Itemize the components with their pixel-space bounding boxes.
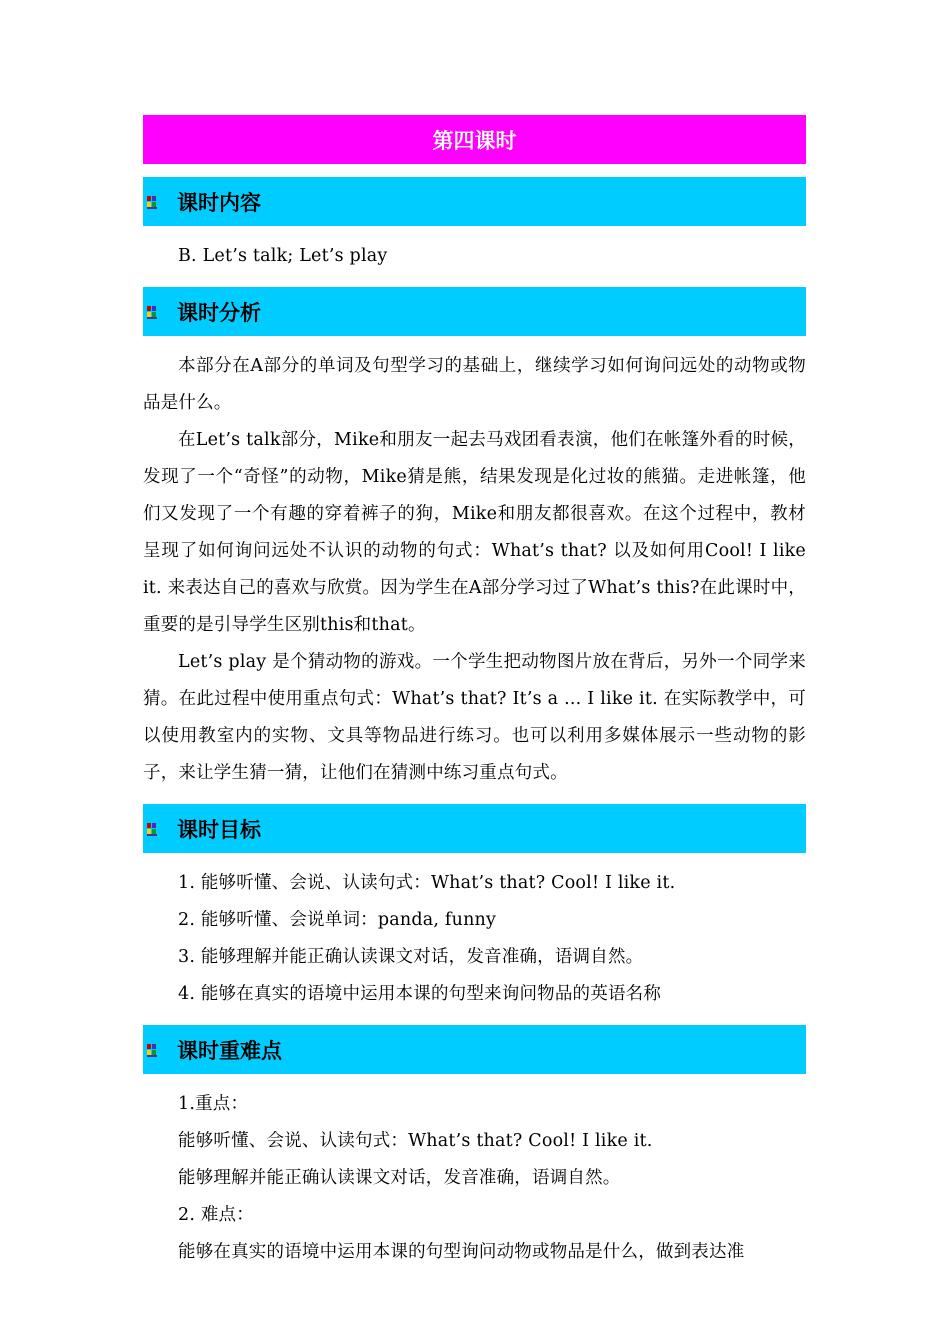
- bullet-flag-icon: [146, 305, 158, 319]
- section-heading: 课时分析: [177, 300, 261, 325]
- goal-item: 1. 能够听懂、会说、认读句式：What’s that? Cool! I like it.: [178, 873, 676, 893]
- goal-item: 2. 能够听懂、会说单词：panda, funny: [178, 910, 497, 930]
- key-point-line: 1.重点：: [178, 1094, 249, 1114]
- section-header-goals: [143, 804, 806, 853]
- section-heading: 课时重难点: [177, 1038, 282, 1063]
- section-heading: 课时目标: [177, 817, 261, 842]
- goal-item: 3. 能够理解并能正确认读课文对话，发音准确，语调自然。: [178, 947, 644, 967]
- key-point-line: 能够听懂、会说、认读句式：What’s that? Cool! I like it.: [178, 1131, 653, 1151]
- section-body-content: [143, 238, 806, 275]
- section-header-content: [143, 177, 806, 226]
- bullet-flag-icon: [146, 195, 158, 209]
- content-line: B. Let’s talk; Let’s play: [178, 246, 388, 266]
- bullet-flag-icon: [146, 822, 158, 836]
- analysis-paragraph: 在Let’s talk部分，Mike和朋友一起去马戏团看表演，他们在帐篷外看的时候，发现了一个“奇怪”的动物，Mike猜是熊，结果发现是化过妆的熊猫。走进帐篷，他们又发现了一个有趣的穿着裤子的狗，Mike和朋友都很喜欢。在这个过程中，教材呈现了如何询问远处不认识的动物的句式：What’s that? 以及如何用Cool! I like it. 来表达自己的喜欢与欣赏。因为学生在A部分学习过了What’s this?在此课时中，重要的是引导学生区别this和that。: [143, 430, 806, 635]
- section-body-key-points: [143, 1086, 806, 1271]
- lesson-title-bar: [143, 115, 806, 164]
- key-point-line: 能够理解并能正确认读课文对话，发音准确，语调自然。: [178, 1168, 621, 1188]
- lesson-content: [143, 115, 806, 1271]
- section-heading: 课时内容: [177, 190, 261, 215]
- key-point-line: 2. 难点：: [178, 1205, 254, 1225]
- lesson-title: 第四课时: [432, 128, 517, 153]
- goal-item: 4. 能够在真实的语境中运用本课的句型来询问物品的英语名称: [178, 984, 662, 1004]
- bullet-flag-icon: [146, 1043, 158, 1057]
- section-body-goals: [143, 865, 806, 1013]
- section-header-analysis: [143, 287, 806, 336]
- analysis-paragraph: Let’s play 是个猜动物的游戏。一个学生把动物图片放在背后，另外一个同学来猜。在此过程中使用重点句式：What’s that? It’s a ... I like it. 在实际教学中，可以使用教室内的实物、文具等物品进行练习。也可以利用多媒体展示一些动物的影子，来让学生猜一猜，让他们在猜测中练习重点句式。: [143, 652, 806, 783]
- key-point-line: 能够在真实的语境中运用本课的句型询问动物或物品是什么，做到表达准: [178, 1242, 745, 1262]
- section-body-analysis: [143, 348, 806, 792]
- section-header-key-points: [143, 1025, 806, 1074]
- analysis-paragraph: 本部分在A部分的单词及句型学习的基础上，继续学习如何询问远处的动物或物品是什么。: [143, 356, 806, 413]
